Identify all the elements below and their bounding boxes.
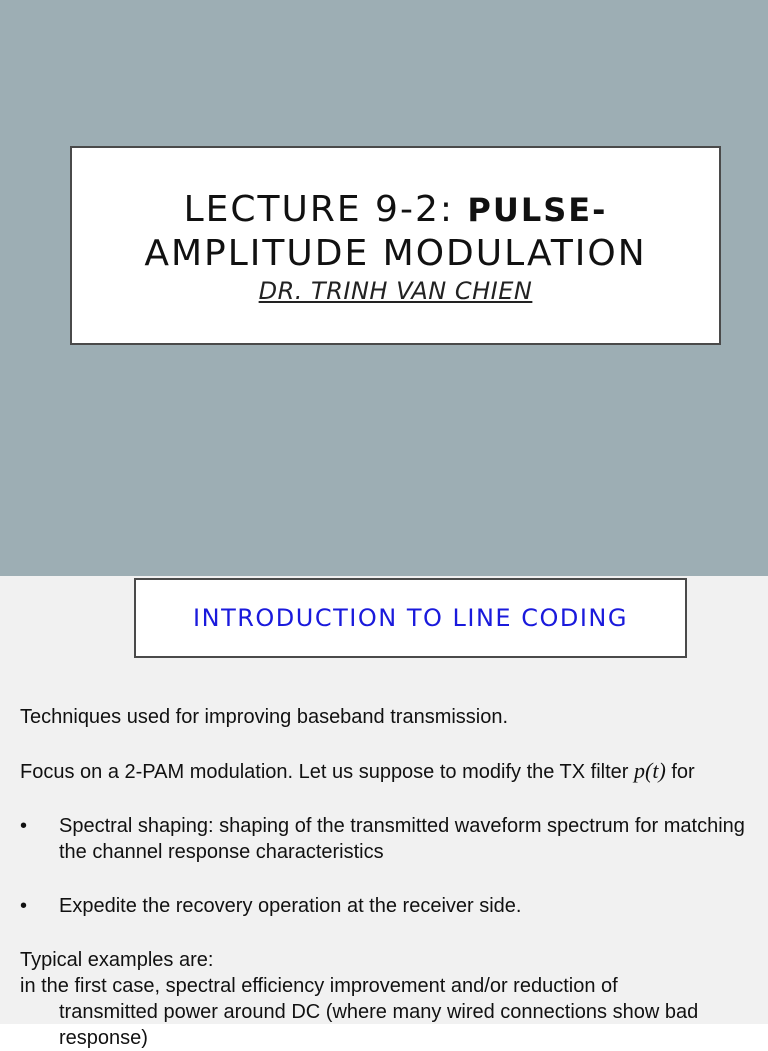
bullet-icon: •	[20, 815, 28, 837]
title-box	[70, 146, 721, 345]
lecture-title-line-2: AMPLITUDE MODULATION	[144, 233, 647, 274]
author-name: DR. TRINH VAN CHIEN	[258, 277, 533, 305]
examples-line-3: response)	[59, 1027, 148, 1049]
section-title-box	[134, 578, 687, 658]
lecture-number: LECTURE 9-2:	[183, 189, 468, 230]
spacer	[20, 865, 760, 893]
bullet-text: Expedite the recovery operation at the receiver side.	[59, 895, 522, 917]
bullet-item-spectral-shaping	[20, 813, 760, 865]
bullet-icon: •	[20, 895, 28, 917]
bullet-text: Spectral shaping: shaping of the transmitted waveform spectrum for matching the channel response characteristics	[59, 815, 745, 863]
paragraph-focus-tail: for	[665, 761, 695, 783]
spacer	[20, 730, 760, 758]
examples-heading: Typical examples are:	[20, 949, 214, 971]
math-symbol-pt: p(t)	[634, 758, 666, 783]
slide-body	[20, 704, 760, 1051]
spacer	[20, 919, 760, 947]
bullet-item-expedite-recovery	[20, 893, 760, 919]
examples-line-1: in the first case, spectral efficiency improvement and/or reduction of	[20, 975, 618, 997]
paragraph-focus-text: Focus on a 2-PAM modulation. Let us suppose to modify the TX filter	[20, 761, 635, 783]
examples-line-2: transmitted power around DC (where many wired connections show bad	[59, 1001, 699, 1023]
lecture-topic-part-1: PULSE-	[467, 191, 608, 229]
spacer	[20, 785, 760, 813]
section-title: INTRODUCTION TO LINE CODING	[193, 604, 628, 632]
content-slide	[0, 576, 768, 1049]
lecture-title-line-1	[72, 188, 719, 232]
paragraph-intro: Techniques used for improving baseband transmission.	[20, 706, 509, 728]
paragraph-focus	[20, 758, 760, 785]
